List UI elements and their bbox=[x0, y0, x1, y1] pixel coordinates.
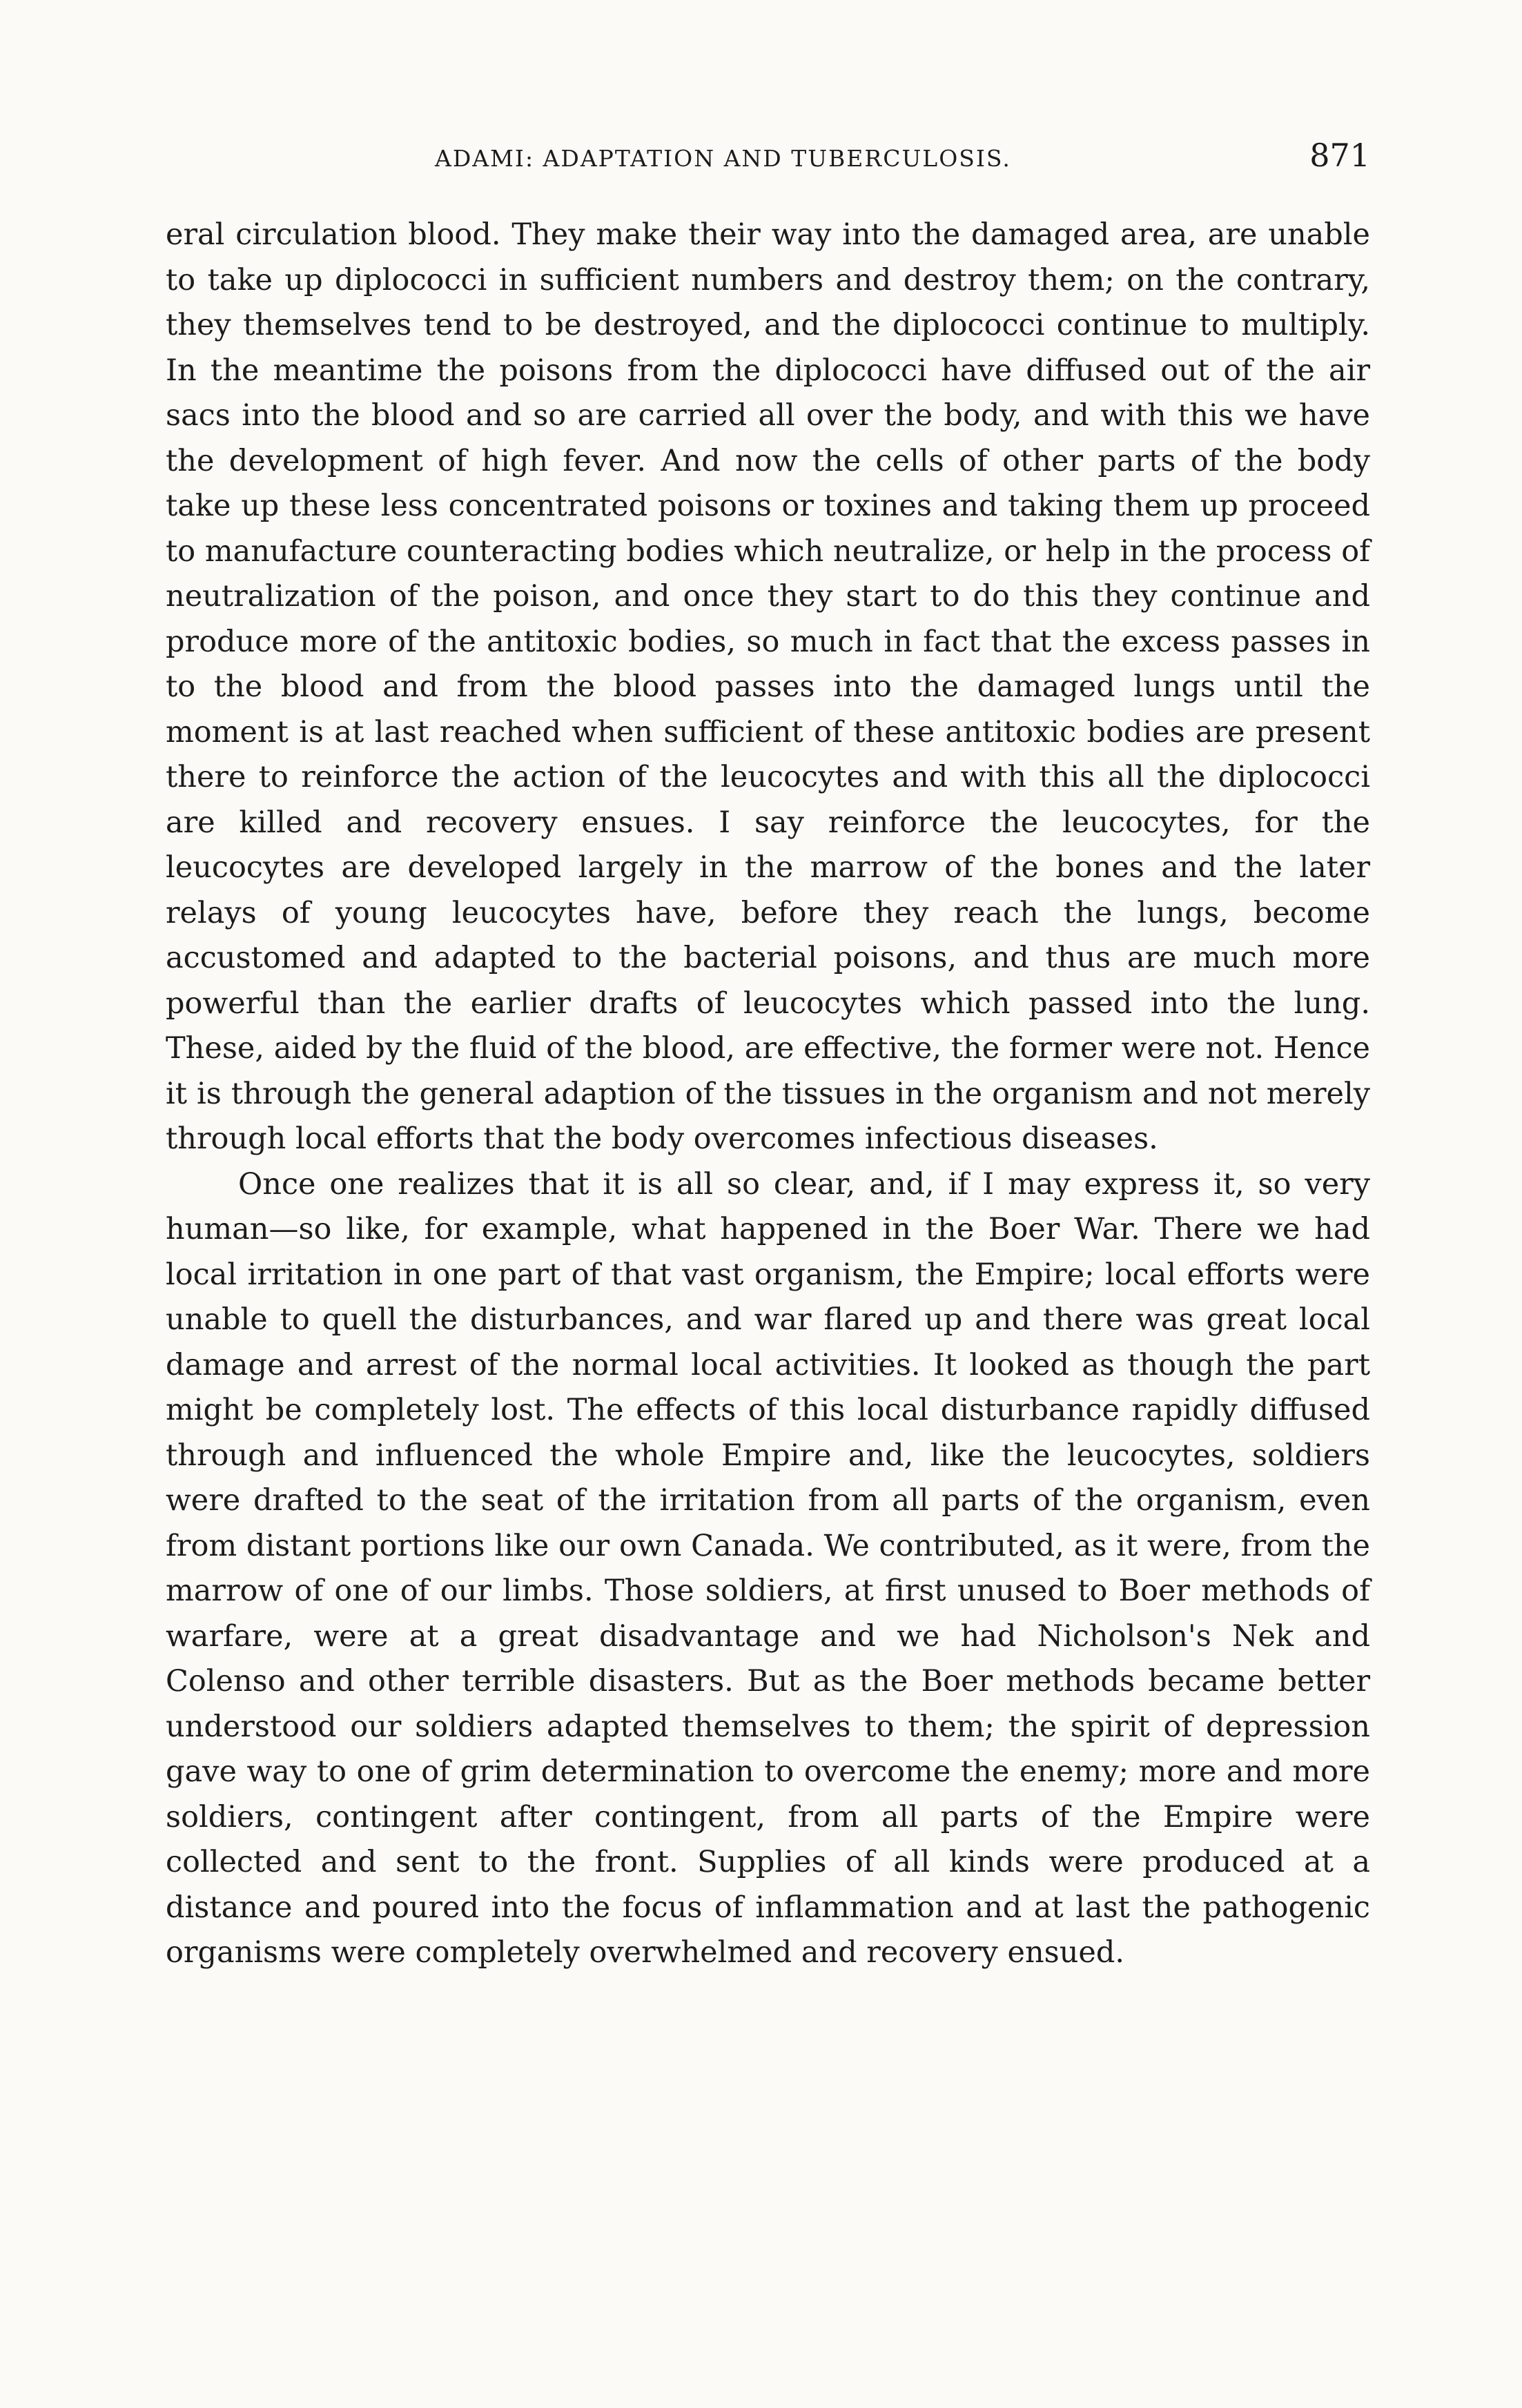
body-text bbox=[166, 213, 1370, 1976]
running-head bbox=[166, 131, 1370, 186]
book-page bbox=[166, 131, 1370, 1976]
running-title: ADAMI: ADAPTATION AND TUBERCULOSIS. bbox=[435, 145, 1011, 172]
paragraph-boer-war: Once one realizes that it is all so clear, and, if I may express it, so very human—so like, for example, what happened in the Boer War. There we had local irritation in one part of that vast organism, the Empire; local efforts were unable to quell the disturbances, and war flared up and there was great local damage and arrest of the normal local activities. It looked as though the part might be completely lost. The effects of this local disturbance rapidly diffused through and influenced the whole Empire and, like the leucocytes, soldiers were drafted to the seat of the irritation from all parts of the organism, even from distant portions like our own Canada. We contributed, as it were, from the marrow of one of our limbs. Those soldiers, at first unused to Boer methods of warfare, were at a great disadvantage and we had Nicholson's Nek and Colenso and other terrible disasters. But as the Boer methods became better understood our soldiers adapted themselves to them; the spirit of depression gave way to one of grim determination to overcome the enemy; more and more soldiers, contingent after contingent, from all parts of the Empire were collected and sent to the front. Supplies of all kinds were produced at a distance and poured into the focus of inflammation and at last the pathogenic organisms were completely overwhelmed and recovery ensued. bbox=[166, 1166, 1370, 1970]
page-number: 871 bbox=[1309, 137, 1370, 174]
paragraph-continued: eral circulation blood. They make their way into the damaged area, are unable to take up diplococci in sufficient numbers and destroy them; on the contrary, they themselves tend to be destroyed, and the diplococci continue to multiply. In the meantime the poisons from the diplococci have diffused out of the air sacs into the blood and so are carried all over the body, and with this we have the development of high fever. And now the cells of other parts of the body take up these less concentrated poisons or toxines and taking them up proceed to manufacture counteracting bodies which neutralize, or help in the process of neutralization of the poison, and once they start to do this they continue and produce more of the antitoxic bodies, so much in fact that the excess passes in to the blood and from the blood passes into the damaged lungs until the moment is at last reached when sufficient of these antitoxic bodies are present there to reinforce the action of the leucocytes and with this all the diplococci are killed and recovery ensues. I say reinforce the leucocytes, for the leucocytes are developed largely in the marrow of the bones and the later relays of young leucocytes have, before they reach the lungs, become accustomed and adapted to the bacterial poisons, and thus are much more powerful than the earlier drafts of leucocytes which passed into the lung. These, aided by the fluid of the blood, are effective, the former were not. Hence it is through the general adaption of the tissues in the organism and not merely through local efforts that the body overcomes infectious diseases. bbox=[166, 217, 1370, 1156]
